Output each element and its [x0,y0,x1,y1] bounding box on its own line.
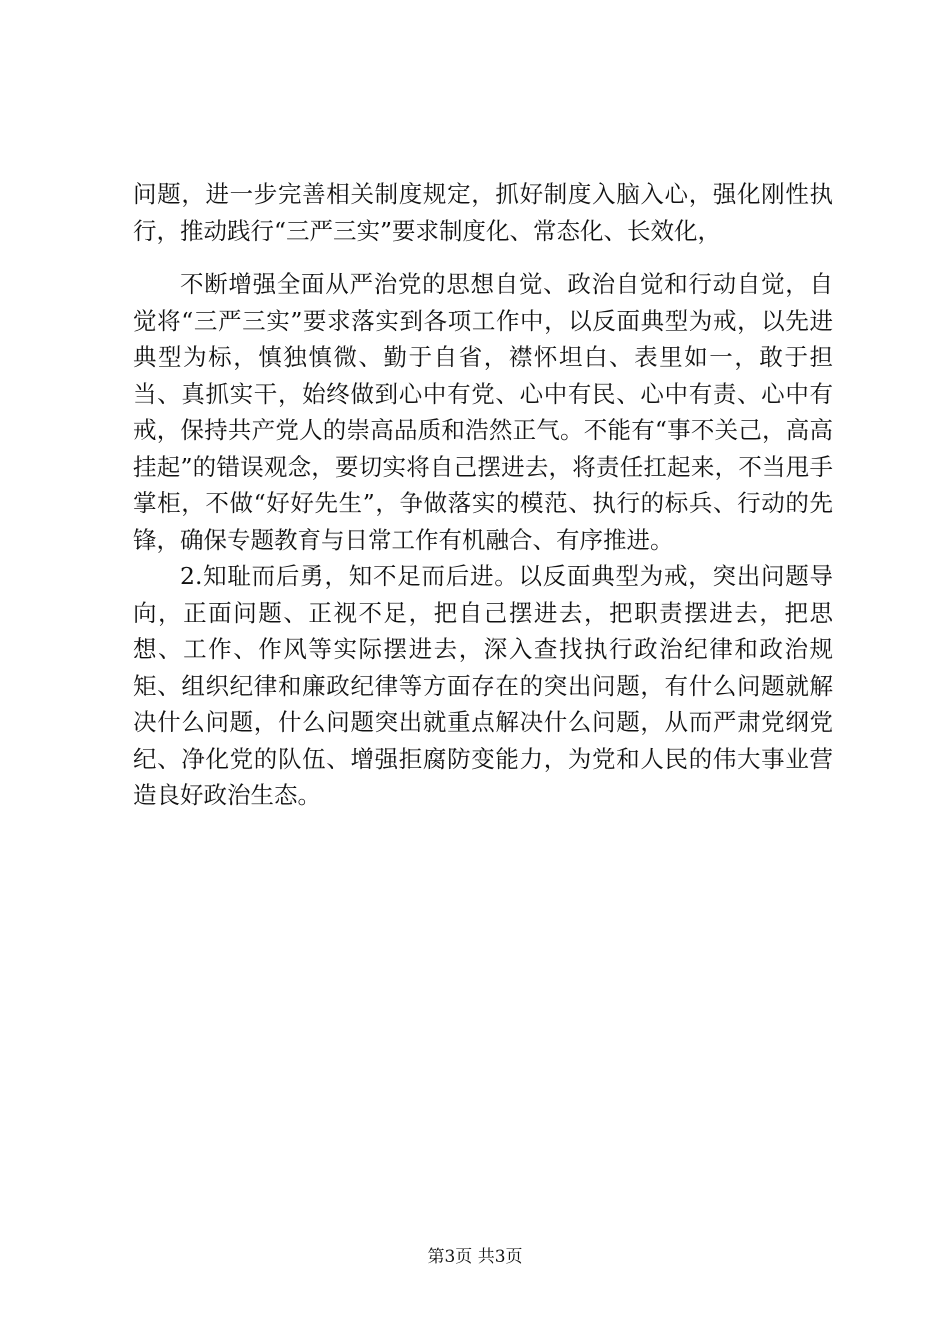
page-number-label: 第3页 共3页 [427,1247,523,1267]
continuation-paragraph: 问题，进一步完善相关制度规定，抓好制度入脑入心，强化刚性执行，推动践行“三严三实”要求制度化、常态化、长效化， [133,180,833,245]
document-body-top [133,176,833,249]
page-footer [0,1246,950,1268]
document-body [133,266,833,814]
paragraph-2-problem-orientation: 2.知耻而后勇，知不足而后进。以反面典型为戒，突出问题导向，正面问题、正视不足，把自己摆进去，把职责摆进去，把思想、工作、作风等实际摆进去，深入查找执行政治纪律和政治规矩、组织纪律和廉政纪律等方面存在的突出问题，有什么问题就解决什么问题，什么问题突出就重点解决什么问题，从而严肃党纲党纪、净化党的队伍、增强拒腐防变能力，为党和人民的伟大事业营造良好政治生态。 [133,562,833,809]
paragraph-self-awareness: 不断增强全面从严治党的思想自觉、政治自觉和行动自觉，自觉将“三严三实”要求落实到各项工作中，以反面典型为戒，以先进典型为标，慎独慎微、勤于自省，襟怀坦白、表里如一，敢于担当、真抓实干，始终做到心中有党、心中有民、心中有责、心中有戒，保持共产党人的崇高品质和浩然正气。不能有“事不关己，高高挂起”的错误观念，要切实将自己摆进去，将责任扛起来，不当甩手掌柜，不做“好好先生”，争做落实的模范、执行的标兵、行动的先锋，确保专题教育与日常工作有机融合、有序推进。 [133,270,833,554]
